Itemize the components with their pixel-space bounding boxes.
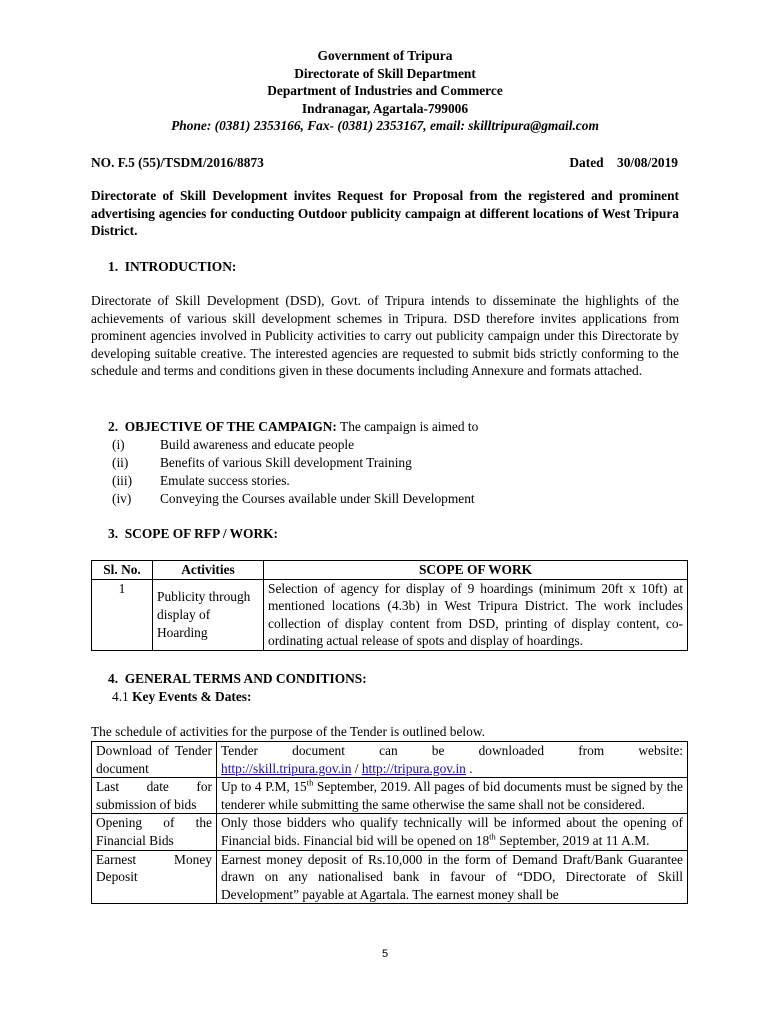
table-row (92, 742, 688, 778)
reference-date: Dated 30/08/2019 (569, 155, 678, 170)
opening-text-pre: Only those bidders who qualify technically will be informed about the opening of Financial bids. Financial bid will be opened on 18 (221, 815, 683, 848)
subsection-4-1 (112, 688, 251, 706)
contact-line: Phone: (0381) 2353166, Fax- (0381) 2353167, email: skilltripura@gmail.com (171, 118, 599, 134)
subsection-title: Key Events & Dates: (132, 689, 252, 704)
schedule-label: Download of Tender document (92, 742, 217, 778)
scope-table (91, 560, 688, 651)
schedule-value (217, 778, 688, 814)
govt-title: Government of Tripura (317, 48, 453, 63)
table-row (92, 778, 688, 814)
section-3-heading: 3. SCOPE OF RFP / WORK: (108, 526, 278, 541)
subject: Directorate of Skill Development invites Request for Proposal from the registered and prominent advertising agencies for conducting Outdoor publicity campaign at different locations of West Tripura District. (91, 188, 679, 239)
schedule-label: Opening of the Financial Bids (92, 814, 217, 850)
table-cell-activity: Publicity through display of Hoarding (153, 579, 264, 650)
reference-number: NO. F.5 (55)/TSDM/2016/8873 (91, 155, 264, 170)
directorate-title: Directorate of Skill Department (294, 65, 476, 81)
list-number: (i) (112, 437, 125, 452)
opening-text-post: September, 2019 at 11 A.M. (495, 832, 650, 848)
section-4-heading: 4. GENERAL TERMS AND CONDITIONS: (108, 671, 367, 686)
schedule-value: Earnest money deposit of Rs.10,000 in the form of Demand Draft/Bank Guarantee drawn on any nationalised bank in favour of “DDO, Directorate of Skill Development” payable at Agartala. The earnest money shall be (217, 850, 688, 904)
list-text: Emulate success stories. (160, 473, 290, 488)
table-cell-sl: 1 (92, 579, 153, 650)
link-separator: / (351, 760, 362, 776)
submission-text-pre: Up to 4 P.M, 15 (221, 779, 307, 795)
download-links (221, 760, 683, 778)
section-2-heading-line (108, 418, 478, 436)
schedule-label: Earnest Money Deposit (92, 850, 217, 904)
subsection-number: 4.1 (112, 689, 133, 704)
section-1-body: Directorate of Skill Development (DSD), Govt. of Tripura intends to disseminate the highlights of the achievements of various skill development schemes in Tripura. DSD therefore invites applications from prominent agencies involved in Publicity activities to carry out publicity campaign under this Directorate by developing suitable creative. The interested agencies are requested to submit bids strictly conforming to the schedule and terms and conditions given in these documents including Annexure and formats attached. (91, 293, 679, 379)
section-2-heading: 2. OBJECTIVE OF THE CAMPAIGN: (108, 419, 337, 434)
table-header-cell: Sl. No. (92, 561, 153, 580)
table-row (92, 579, 688, 650)
tripura-gov-link[interactable]: http://tripura.gov.in (361, 760, 466, 776)
list-number: (iii) (112, 473, 133, 488)
submission-sup: th (306, 777, 314, 788)
address-line: Indranagar, Agartala-799006 (301, 100, 469, 116)
list-text: Build awareness and educate people (160, 437, 355, 452)
list-item (112, 436, 354, 454)
list-item (112, 490, 475, 508)
list-item (112, 472, 290, 490)
schedule-value (217, 742, 688, 778)
schedule-intro: The schedule of activities for the purpose of the Tender is outlined below. (91, 724, 485, 739)
list-item (112, 454, 412, 472)
table-header-row (92, 561, 688, 580)
table-cell-scope: Selection of agency for display of 9 hoardings (minimum 20ft x 10ft) at mentioned locations (4.3b) in West Tripura District. The work includes collection of display content from DSD, printing of display content, co-ordinating actual release of spots and display of hoardings. (264, 579, 688, 650)
list-text: Benefits of various Skill development Training (160, 455, 412, 470)
table-row (92, 850, 688, 904)
table-row (92, 814, 688, 850)
opening-sup: th (489, 831, 496, 842)
department-title: Department of Industries and Commerce (267, 83, 503, 99)
skill-tripura-link[interactable]: http://skill.tripura.gov.in (221, 760, 352, 776)
list-text: Conveying the Courses available under Skill Development (160, 491, 475, 506)
table-header-cell: SCOPE OF WORK (264, 561, 688, 580)
section-2-intro: The campaign is aimed to (336, 419, 479, 434)
schedule-label: Last date for submission of bids (92, 778, 217, 814)
schedule-value (217, 814, 688, 850)
table-header-cell: Activities (153, 561, 264, 580)
list-number: (iv) (112, 491, 132, 506)
list-number: (ii) (112, 455, 129, 470)
submission-text-post: September, 2019. All pages of bid documents must be signed by the tenderer while submitting the same otherwise the same shall not be considered. (221, 779, 683, 812)
section-1-heading: 1. INTRODUCTION: (108, 259, 237, 274)
download-text: Tender document can be downloaded from website: (221, 743, 683, 758)
page-number: 5 (381, 948, 389, 960)
schedule-table (91, 741, 688, 904)
letterhead (0, 47, 770, 135)
link-end: . (465, 760, 473, 776)
